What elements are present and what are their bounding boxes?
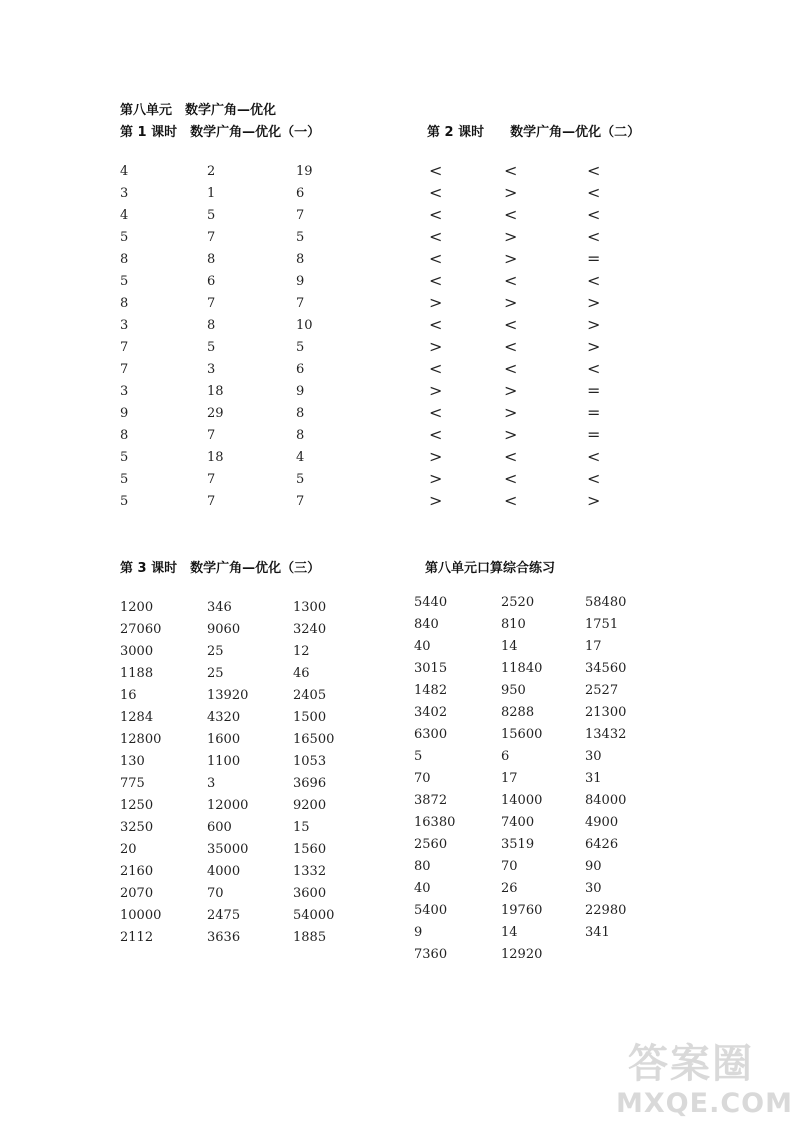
answer-cell: < (429, 315, 443, 334)
watermark-bottom-text: MXQE.COM (616, 1088, 793, 1119)
answer-cell: 5 (296, 230, 305, 245)
answer-cell: 8 (296, 252, 305, 267)
answer-cell: < (504, 315, 518, 334)
answer-cell: 4 (120, 208, 129, 223)
answer-cell: 16380 (414, 815, 456, 830)
answer-cell: 70 (414, 771, 431, 786)
answer-cell: < (587, 271, 601, 290)
answer-cell: 15 (293, 820, 310, 835)
answer-cell: 5 (296, 340, 305, 355)
answer-cell: 7 (207, 494, 216, 509)
answer-cell: 5 (414, 749, 423, 764)
answer-cell: > (504, 403, 518, 422)
answer-cell: 6300 (414, 727, 448, 742)
answer-cell: 5 (207, 208, 216, 223)
answer-cell: 35000 (207, 842, 249, 857)
answer-cell: 14 (501, 925, 518, 940)
answer-cell: 5 (120, 494, 129, 509)
answer-cell: 5 (120, 230, 129, 245)
answer-cell: 18 (207, 450, 224, 465)
answer-cell: < (504, 491, 518, 510)
answer-cell: 346 (207, 600, 232, 615)
answer-cell: 1560 (293, 842, 327, 857)
answer-cell: < (429, 205, 443, 224)
answer-cell: 130 (120, 754, 145, 769)
answer-cell: 840 (414, 617, 439, 632)
answer-cell: 2405 (293, 688, 327, 703)
answer-cell: 11840 (501, 661, 543, 676)
answer-cell: = (587, 381, 601, 400)
answer-cell: 6426 (585, 837, 619, 852)
answer-cell: 30 (585, 881, 602, 896)
answer-cell: 12 (293, 644, 310, 659)
answer-cell: 8 (120, 296, 129, 311)
answer-cell: 84000 (585, 793, 627, 808)
answer-cell: 58480 (585, 595, 627, 610)
answer-cell: 3696 (293, 776, 327, 791)
answer-cell: 1188 (120, 666, 154, 681)
answer-cell: < (429, 271, 443, 290)
answer-cell: 4 (296, 450, 305, 465)
answer-cell: 9 (414, 925, 423, 940)
answer-cell: > (504, 249, 518, 268)
answer-cell: < (587, 161, 601, 180)
answer-cell: 3250 (120, 820, 154, 835)
answer-cell: < (429, 227, 443, 246)
answer-cell: 7 (296, 208, 305, 223)
answer-cell: 2520 (501, 595, 535, 610)
answer-cell: 14000 (501, 793, 543, 808)
answer-cell: 2112 (120, 930, 154, 945)
answer-cell: 1100 (207, 754, 241, 769)
answer-cell: 6 (207, 274, 216, 289)
answer-cell: 7 (207, 428, 216, 443)
answer-cell: > (504, 381, 518, 400)
answer-cell: 10 (296, 318, 313, 333)
answer-cell: 8 (120, 252, 129, 267)
answer-cell: 2475 (207, 908, 241, 923)
answer-cell: 7 (120, 340, 129, 355)
answer-cell: > (429, 447, 443, 466)
answer-cell: < (429, 359, 443, 378)
answer-cell: 3015 (414, 661, 448, 676)
answer-cell: 1751 (585, 617, 619, 632)
answer-cell: 4320 (207, 710, 241, 725)
watermark-logo (616, 1032, 792, 1122)
answer-cell: 13432 (585, 727, 627, 742)
answer-cell: < (587, 205, 601, 224)
answer-cell: > (504, 425, 518, 444)
answer-cell: 16500 (293, 732, 335, 747)
answer-cell: 1500 (293, 710, 327, 725)
answer-cell: < (429, 183, 443, 202)
answer-cell: 7 (207, 296, 216, 311)
answer-cell: 17 (501, 771, 518, 786)
answer-cell: 34560 (585, 661, 627, 676)
answer-cell: 5 (120, 450, 129, 465)
answer-cell: 5400 (414, 903, 448, 918)
answer-cell: 29 (207, 406, 224, 421)
mental-math-title: 第八单元口算综合练习 (425, 561, 556, 576)
answer-cell: 4 (120, 164, 129, 179)
answer-cell: 25 (207, 644, 224, 659)
answer-cell: 1250 (120, 798, 154, 813)
answer-cell: 775 (120, 776, 145, 791)
answer-cell: 18 (207, 384, 224, 399)
answer-cell: > (504, 293, 518, 312)
answer-cell: 2560 (414, 837, 448, 852)
answer-cell: 5 (207, 340, 216, 355)
answer-cell: 1482 (414, 683, 448, 698)
answer-cell: 26 (501, 881, 518, 896)
answer-cell: 46 (293, 666, 310, 681)
answer-cell: 17 (585, 639, 602, 654)
answer-cell: > (429, 293, 443, 312)
answer-cell: 1284 (120, 710, 154, 725)
answer-cell: < (504, 359, 518, 378)
answer-cell: 9 (296, 384, 305, 399)
answer-cell: 7 (296, 494, 305, 509)
answer-cell: < (504, 337, 518, 356)
answer-cell: < (429, 425, 443, 444)
answer-cell: < (504, 161, 518, 180)
answer-cell: 40 (414, 881, 431, 896)
answer-cell: 6 (501, 749, 510, 764)
answer-cell: = (587, 403, 601, 422)
lesson3-title: 第 3 课时 数学广角—优化（三） (120, 561, 321, 576)
answer-cell: 19 (296, 164, 313, 179)
answer-cell: 21300 (585, 705, 627, 720)
answer-cell: 3872 (414, 793, 448, 808)
answer-cell: 3519 (501, 837, 535, 852)
answer-cell: 3240 (293, 622, 327, 637)
answer-cell: 7 (296, 296, 305, 311)
answer-cell: 70 (501, 859, 518, 874)
answer-cell: 2 (207, 164, 216, 179)
lesson2-title: 第 2 课时 数学广角—优化（二） (427, 125, 641, 140)
answer-cell: > (504, 183, 518, 202)
answer-cell: 7 (207, 472, 216, 487)
answer-cell: 1053 (293, 754, 327, 769)
answer-cell: 14 (501, 639, 518, 654)
answer-cell: 2070 (120, 886, 154, 901)
answer-cell: 5440 (414, 595, 448, 610)
answer-cell: > (587, 315, 601, 334)
answer-cell: > (587, 337, 601, 356)
answer-cell: 2527 (585, 683, 619, 698)
answer-cell: 6 (296, 362, 305, 377)
answer-cell: 1 (207, 186, 216, 201)
answer-cell: 3402 (414, 705, 448, 720)
answer-cell: 1885 (293, 930, 327, 945)
answer-cell: < (504, 469, 518, 488)
answer-cell: 90 (585, 859, 602, 874)
answer-cell: 3 (120, 384, 129, 399)
answer-cell: 3000 (120, 644, 154, 659)
answer-cell: 4900 (585, 815, 619, 830)
answer-cell: 19760 (501, 903, 543, 918)
answer-cell: 30 (585, 749, 602, 764)
answer-cell: 27060 (120, 622, 162, 637)
answer-cell: 3600 (293, 886, 327, 901)
answer-cell: < (587, 227, 601, 246)
answer-cell: > (587, 491, 601, 510)
answer-cell: = (587, 425, 601, 444)
answer-cell: 1300 (293, 600, 327, 615)
answer-cell: > (429, 491, 443, 510)
answer-cell: < (504, 271, 518, 290)
answer-cell: 10000 (120, 908, 162, 923)
answer-cell: < (429, 161, 443, 180)
answer-cell: 9 (296, 274, 305, 289)
answer-cell: 3 (207, 776, 216, 791)
answer-cell: 1332 (293, 864, 327, 879)
answer-cell: 6 (296, 186, 305, 201)
answer-cell: < (504, 205, 518, 224)
answer-cell: 15600 (501, 727, 543, 742)
answer-cell: 9060 (207, 622, 241, 637)
unit-title: 第八单元 数学广角—优化 (120, 103, 277, 118)
answer-cell: 8 (207, 252, 216, 267)
answer-cell: 5 (120, 274, 129, 289)
answer-cell: > (587, 293, 601, 312)
answer-cell: 341 (585, 925, 610, 940)
answer-cell: 4000 (207, 864, 241, 879)
answer-cell: 54000 (293, 908, 335, 923)
answer-cell: 13920 (207, 688, 249, 703)
answer-cell: > (429, 469, 443, 488)
answer-cell: 12920 (501, 947, 543, 962)
answer-cell: 5 (296, 472, 305, 487)
answer-cell: 810 (501, 617, 526, 632)
answer-cell: 3 (120, 186, 129, 201)
answer-cell: 22980 (585, 903, 627, 918)
answer-cell: 8 (296, 406, 305, 421)
answer-cell: 950 (501, 683, 526, 698)
lesson1-title: 第 1 课时 数学广角—优化（一） (120, 125, 321, 140)
answer-cell: 8 (207, 318, 216, 333)
answer-cell: 7 (207, 230, 216, 245)
answer-cell: < (587, 183, 601, 202)
answer-cell: 12800 (120, 732, 162, 747)
answer-cell: = (587, 249, 601, 268)
answer-cell: < (429, 403, 443, 422)
answer-cell: 1600 (207, 732, 241, 747)
answer-cell: 80 (414, 859, 431, 874)
answer-cell: 25 (207, 666, 224, 681)
answer-cell: > (429, 337, 443, 356)
answer-cell: 7400 (501, 815, 535, 830)
answer-cell: 3 (207, 362, 216, 377)
answer-cell: < (504, 447, 518, 466)
answer-cell: 9 (120, 406, 129, 421)
answer-cell: 2160 (120, 864, 154, 879)
answer-cell: < (587, 359, 601, 378)
answer-cell: < (429, 249, 443, 268)
watermark-top-text: 答案圈 (628, 1041, 754, 1087)
answer-cell: 3 (120, 318, 129, 333)
answer-cell: 1200 (120, 600, 154, 615)
answer-cell: 600 (207, 820, 232, 835)
answer-cell: 7 (120, 362, 129, 377)
answer-cell: > (504, 227, 518, 246)
answer-cell: 3636 (207, 930, 241, 945)
answer-cell: 8 (296, 428, 305, 443)
answer-cell: 9200 (293, 798, 327, 813)
answer-cell: 12000 (207, 798, 249, 813)
answer-cell: 70 (207, 886, 224, 901)
answer-cell: 16 (120, 688, 137, 703)
answer-cell: < (587, 469, 601, 488)
answer-cell: 7360 (414, 947, 448, 962)
answer-cell: 20 (120, 842, 137, 857)
answer-cell: 5 (120, 472, 129, 487)
answer-cell: < (587, 447, 601, 466)
answer-cell: 40 (414, 639, 431, 654)
answer-cell: > (429, 381, 443, 400)
answer-cell: 8288 (501, 705, 535, 720)
answer-cell: 31 (585, 771, 602, 786)
answer-cell: 8 (120, 428, 129, 443)
